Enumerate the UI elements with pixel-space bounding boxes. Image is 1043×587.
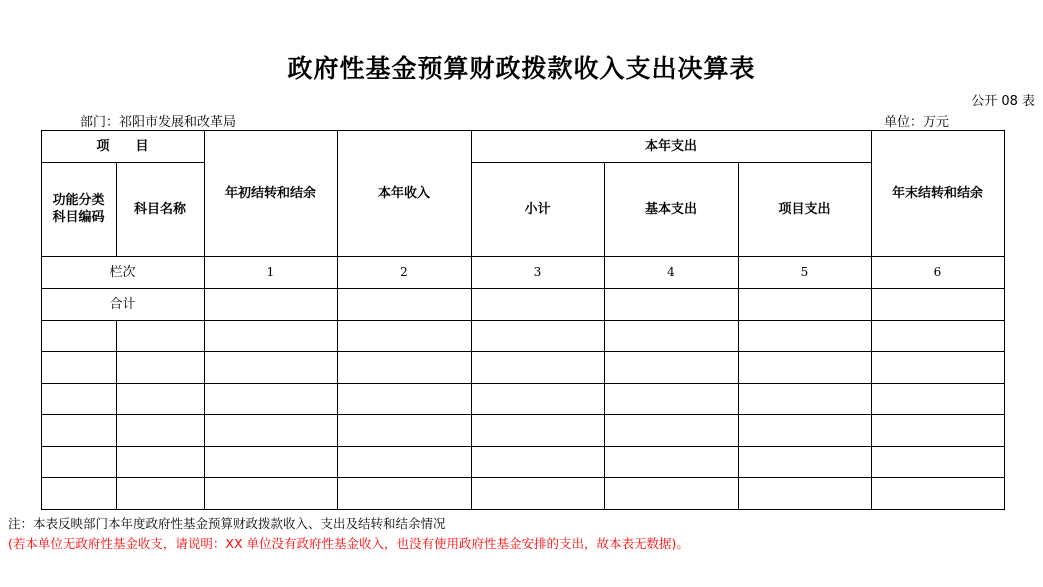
- row-index-col-6: 6: [933, 264, 942, 279]
- table-note-explanation: (若本单位无政府性基金收支，请说明：XX 单位没有政府性基金收入，也没有使用政府性基金安排的支出，故本表无数据)。: [8, 536, 689, 551]
- grid-line: [41, 509, 1005, 510]
- row-index-col-5: 5: [800, 264, 809, 279]
- header-subject-name: 科目名称: [133, 201, 186, 217]
- header-subtotal: 小计: [524, 201, 551, 217]
- row-index-col-4: 4: [667, 264, 675, 279]
- total-row-label: 合计: [109, 296, 136, 312]
- header-item: 项 目: [96, 138, 149, 154]
- grid-line: [1004, 130, 1005, 510]
- header-begin-balance: 年初结转和结余: [224, 185, 316, 201]
- grid-line: [41, 477, 1005, 478]
- form-number: 公开 08 表: [971, 94, 1035, 109]
- row-index-col-2: 2: [400, 264, 408, 279]
- grid-line: [41, 320, 1005, 321]
- header-end-balance: 年末结转和结余: [891, 185, 983, 201]
- header-current-expense: 本年支出: [644, 138, 697, 154]
- budget-table: [41, 130, 1005, 510]
- header-func-code: 功能分类 科目编码: [52, 193, 105, 225]
- grid-line: [41, 414, 1005, 415]
- grid-line: [116, 320, 117, 510]
- unit-label: 单位：万元: [884, 115, 950, 130]
- department-label: 部门：祁阳市发展和改革局: [80, 115, 237, 130]
- table-note: 注：本表反映部门本年度政府性基金预算财政拨款收入、支出及结转和结余情况: [8, 516, 446, 531]
- row-index-label: 栏次: [109, 264, 136, 280]
- page-title: 政府性基金预算财政拨款收入支出决算表: [287, 54, 756, 83]
- grid-line: [41, 351, 1005, 352]
- grid-line: [41, 383, 1005, 384]
- row-index-col-3: 3: [533, 264, 542, 279]
- header-basic-expense: 基本支出: [644, 201, 697, 217]
- header-current-income: 本年收入: [377, 185, 430, 201]
- header-project-expense: 项目支出: [778, 201, 831, 217]
- row-index-col-1: 1: [266, 264, 275, 279]
- grid-line: [41, 446, 1005, 447]
